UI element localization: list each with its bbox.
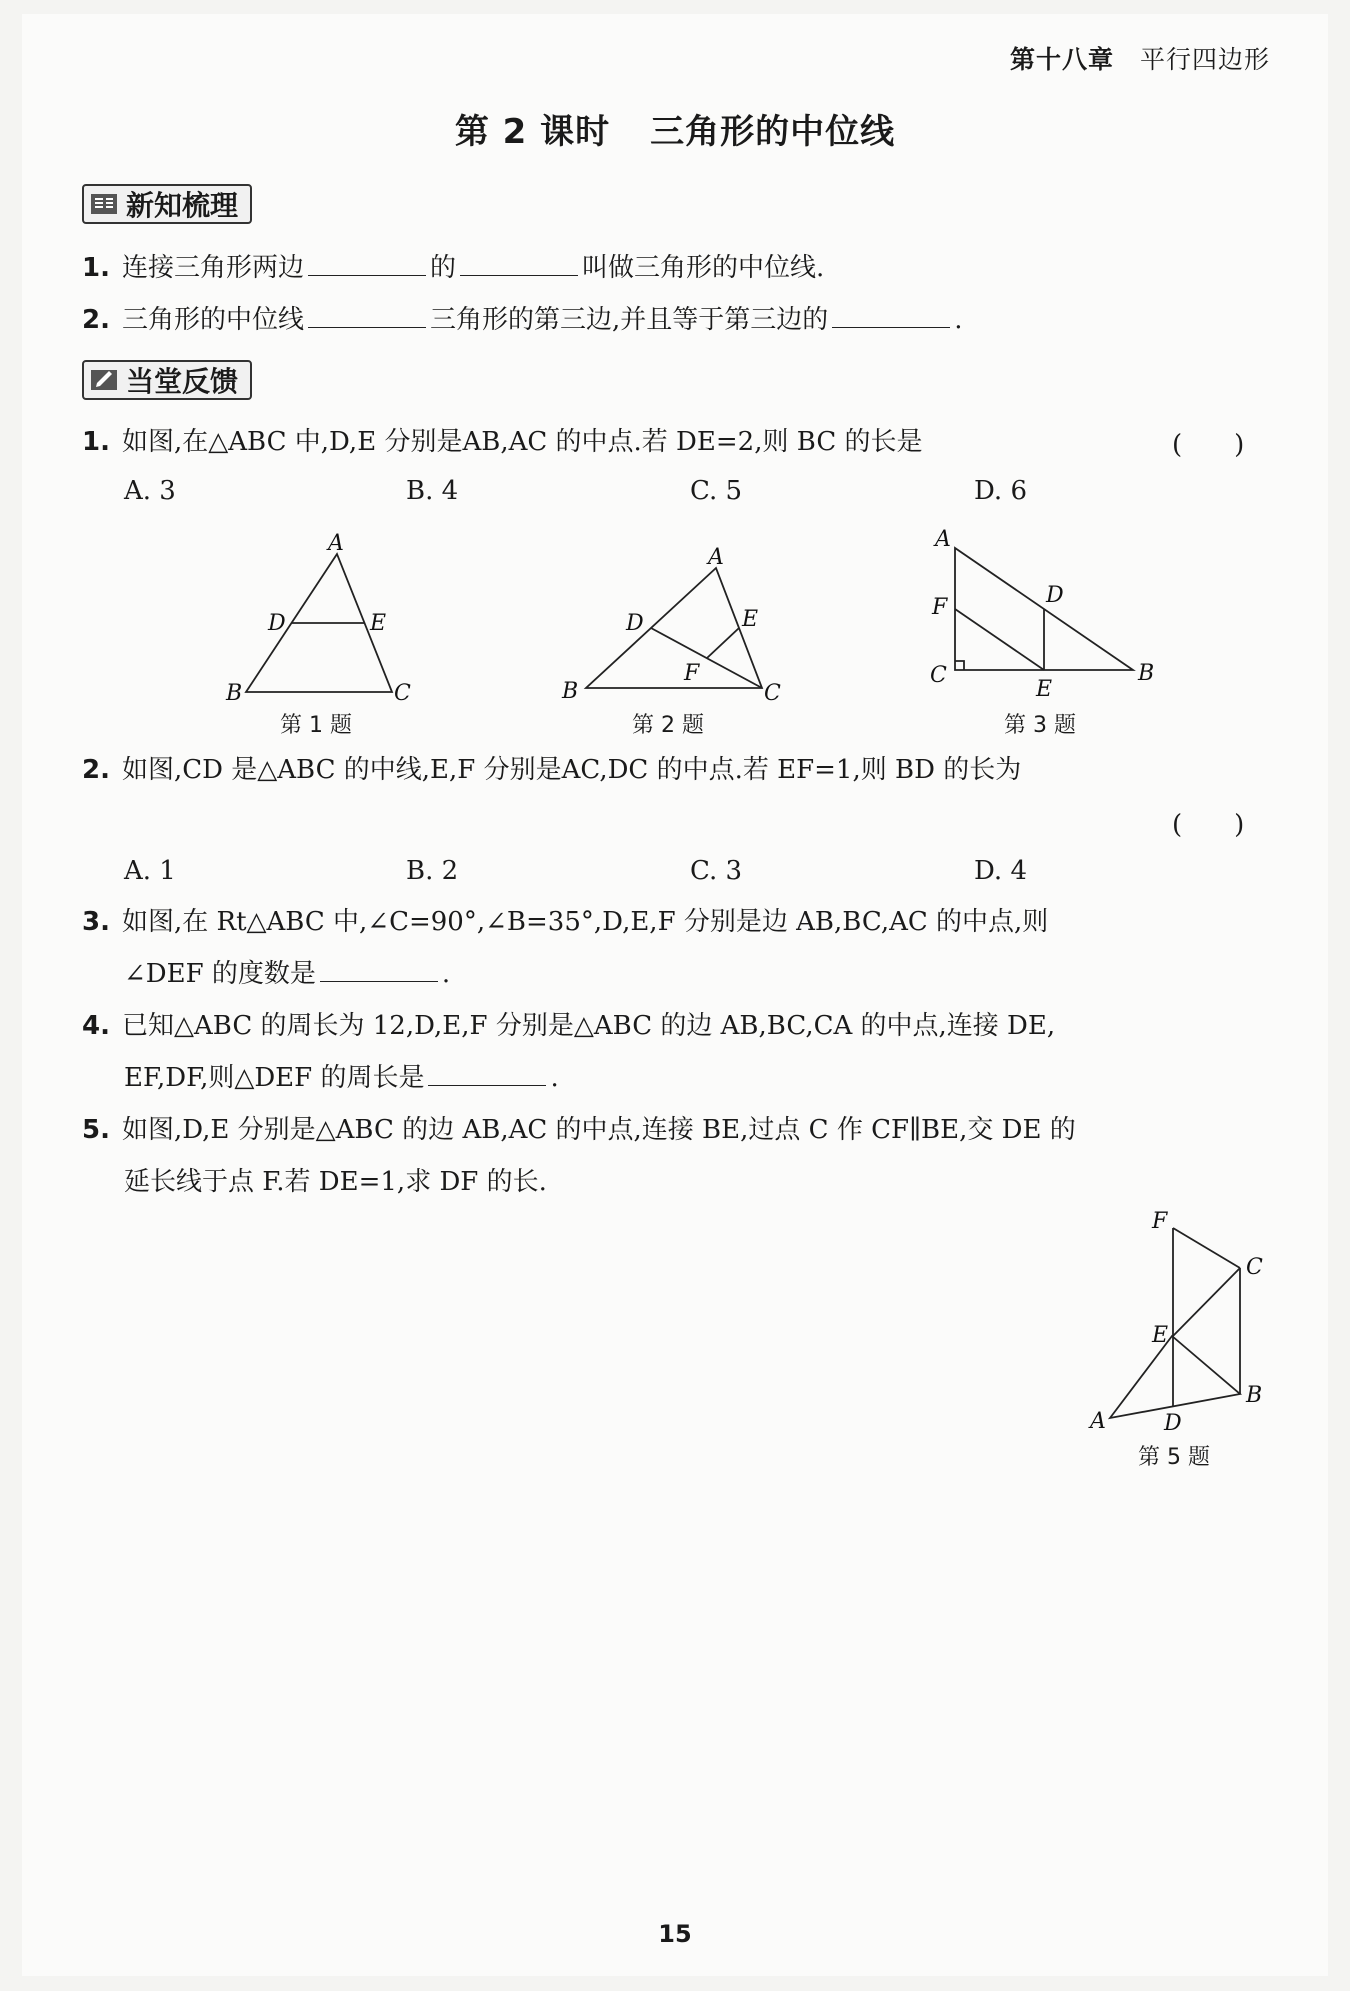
label: D <box>626 611 644 636</box>
label: A <box>708 545 724 570</box>
label: B <box>1246 1383 1263 1408</box>
lesson-title <box>0 104 1350 153</box>
question-3-cont <box>124 956 450 992</box>
option-b[interactable]: B. 4 <box>406 476 459 506</box>
figure-5-caption: 第 5 题 <box>1138 1445 1210 1470</box>
topic-label: 平行四边形 <box>1139 45 1270 74</box>
text: 叫做三角形的中位线. <box>582 253 825 283</box>
pencil-icon <box>90 368 118 392</box>
label: E <box>742 607 759 632</box>
fig5-fc <box>1173 1228 1240 1268</box>
label: C <box>1246 1255 1263 1280</box>
section-feedback <box>82 360 252 400</box>
question-text: ∠DEF 的度数是 <box>124 959 316 989</box>
figure-2-caption: 第 2 题 <box>632 713 704 738</box>
question-text: 已知△ABC 的周长为 12,D,E,F 分别是△ABC 的边 AB,BC,CA 的中点,连接 DE, <box>121 1011 1056 1041</box>
question-3 <box>82 904 1048 940</box>
question-4 <box>82 1008 1055 1044</box>
fig5-triangle <box>1110 1336 1240 1418</box>
question-5 <box>82 1112 1076 1148</box>
section-new-knowledge <box>82 184 252 224</box>
page-number: 15 <box>658 1920 692 1948</box>
fig5-ec <box>1173 1268 1240 1336</box>
question-number: 5. <box>82 1115 110 1145</box>
label: F <box>1152 1210 1168 1234</box>
option-b[interactable]: B. 2 <box>406 856 459 886</box>
lesson-number: 第 2 课时 <box>454 112 611 152</box>
label: A <box>935 527 951 552</box>
option-a[interactable]: A. 3 <box>124 476 176 506</box>
question-text: 如图,在 Rt△ABC 中,∠C=90°,∠B=35°,D,E,F 分别是边 AB,BC,AC 的中点,则 <box>121 907 1049 937</box>
answer-blank[interactable] <box>832 303 950 328</box>
label: E <box>370 611 387 636</box>
label: D <box>1046 583 1064 608</box>
text: 连接三角形两边 <box>121 253 304 283</box>
figure-5 <box>1060 1210 1280 1450</box>
fig2-median <box>651 628 762 688</box>
answer-blank[interactable] <box>320 957 438 982</box>
label: D <box>268 611 286 636</box>
answer-blank[interactable] <box>428 1061 546 1086</box>
label: A <box>1090 1409 1106 1434</box>
fig2-triangle <box>586 568 762 688</box>
question-number: 3. <box>82 907 110 937</box>
option-c[interactable]: C. 3 <box>690 856 743 886</box>
fig3-fe <box>955 609 1044 670</box>
knowledge-item-1 <box>82 250 824 286</box>
option-d[interactable]: D. 4 <box>974 856 1027 886</box>
text: 的 <box>429 253 456 283</box>
answer-paren[interactable]: ( ) <box>1172 810 1245 840</box>
question-2 <box>82 752 1021 788</box>
question-number: 1. <box>82 427 110 457</box>
label: B <box>1138 661 1155 686</box>
book-icon <box>90 192 118 216</box>
label: C <box>764 681 781 706</box>
question-number: 2. <box>82 755 110 785</box>
chapter-label: 第十八章 <box>1009 45 1114 74</box>
label: E <box>1036 677 1053 702</box>
option-a[interactable]: A. 1 <box>124 856 176 886</box>
page-header <box>1010 40 1270 76</box>
section-new-knowledge-label: 新知梳理 <box>126 189 239 222</box>
option-c[interactable]: C. 5 <box>690 476 743 506</box>
figure-1-caption: 第 1 题 <box>280 713 352 738</box>
label: B <box>562 679 579 704</box>
question-text: 如图,在△ABC 中,D,E 分别是AB,AC 的中点.若 DE=2,则 BC 的长是 <box>121 427 923 457</box>
label: A <box>328 531 344 556</box>
question-5-cont: 延长线于点 F.若 DE=1,求 DF 的长. <box>124 1167 547 1197</box>
question-text: 如图,D,E 分别是△ABC 的边 AB,AC 的中点,连接 BE,过点 C 作 CF∥BE,交 DE 的 <box>121 1115 1076 1145</box>
item-number: 1. <box>82 253 110 283</box>
figure-3-caption: 第 3 题 <box>1004 713 1076 738</box>
label: D <box>1164 1411 1182 1436</box>
knowledge-item-2 <box>82 302 963 338</box>
label: F <box>932 595 948 620</box>
answer-paren[interactable]: ( ) <box>1172 430 1245 460</box>
question-1 <box>82 424 923 460</box>
figures-row <box>0 520 1350 720</box>
question-4-cont <box>124 1060 559 1096</box>
question-text: EF,DF,则△DEF 的周长是 <box>124 1063 425 1093</box>
option-d[interactable]: D. 6 <box>974 476 1027 506</box>
section-feedback-label: 当堂反馈 <box>126 365 239 398</box>
item-number: 2. <box>82 305 110 335</box>
label: B <box>226 681 243 706</box>
label: E <box>1152 1323 1169 1348</box>
text: . <box>954 305 963 335</box>
answer-blank[interactable] <box>308 251 426 276</box>
text: . <box>441 959 451 989</box>
question-number: 4. <box>82 1011 110 1041</box>
label: C <box>394 681 411 706</box>
fig2-midline <box>707 628 739 658</box>
lesson-name: 三角形的中位线 <box>650 112 896 152</box>
fig3-right-angle <box>955 661 964 670</box>
answer-blank[interactable] <box>308 303 426 328</box>
text: 三角形的第三边,并且等于第三边的 <box>429 305 829 335</box>
answer-blank[interactable] <box>460 251 578 276</box>
label: F <box>684 661 700 686</box>
text: . <box>550 1063 559 1093</box>
label: C <box>930 663 947 688</box>
text: 三角形的中位线 <box>121 305 304 335</box>
question-text: 如图,CD 是△ABC 的中线,E,F 分别是AC,DC 的中点.若 EF=1,则 BD 的长为 <box>121 755 1022 785</box>
